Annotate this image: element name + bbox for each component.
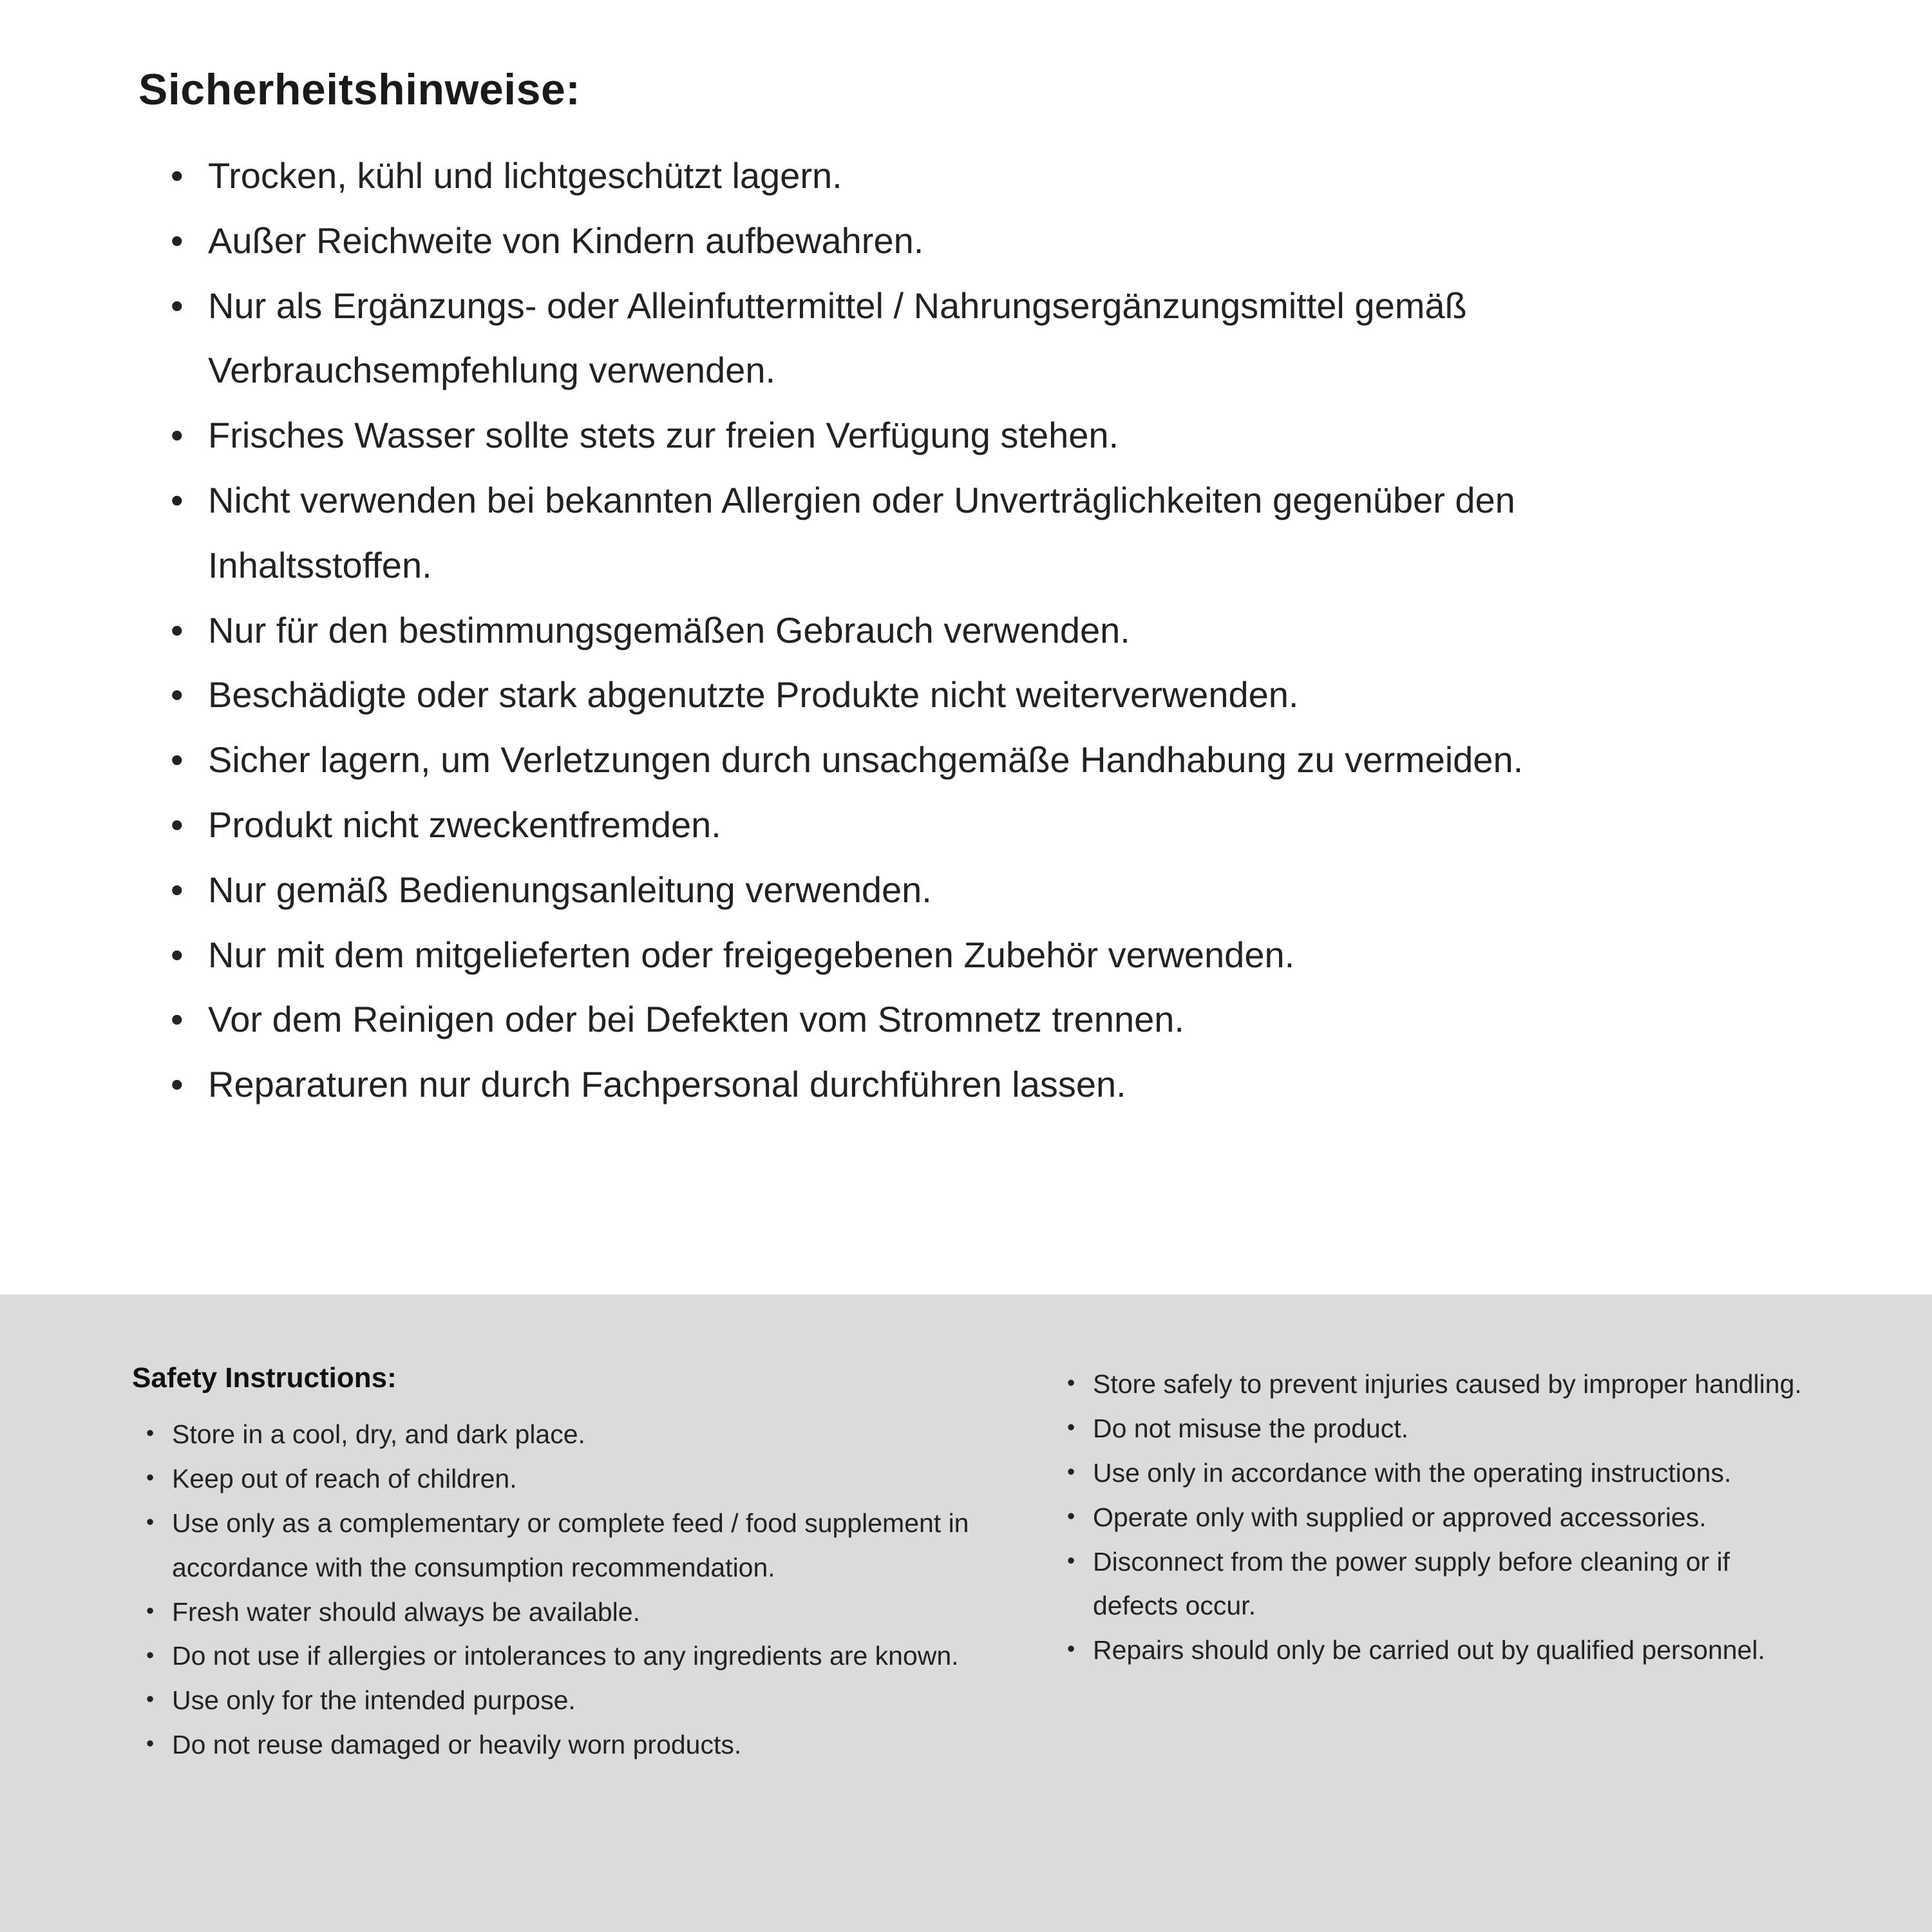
english-column-right bbox=[1053, 1362, 1810, 1672]
german-instruction-list bbox=[138, 144, 1633, 1117]
list-item: • Do not reuse damaged or heavily worn products. bbox=[146, 1723, 969, 1767]
list-item: • Frisches Wasser sollte stets zur freien Verfügung stehen. bbox=[171, 403, 1633, 468]
list-item: • Vor dem Reinigen oder bei Defekten vom Stromnetz trennen. bbox=[171, 987, 1633, 1052]
english-instruction-list-right bbox=[1053, 1362, 1810, 1672]
list-item: • Operate only with supplied or approved accessories. bbox=[1067, 1495, 1810, 1540]
german-heading: Sicherheitshinweise: bbox=[138, 65, 581, 114]
list-item: • Use only as a complementary or complete feed / food supplement in accordance with the consumption recommendation. bbox=[146, 1501, 969, 1590]
list-item: • Nur für den bestimmungsgemäßen Gebrauch verwenden. bbox=[171, 598, 1633, 663]
list-item: • Außer Reichweite von Kindern aufbewahren. bbox=[171, 209, 1633, 274]
list-item: • Store in a cool, dry, and dark place. bbox=[146, 1412, 969, 1457]
list-item: • Keep out of reach of children. bbox=[146, 1457, 969, 1501]
list-item: • Nur als Ergänzungs- oder Alleinfuttermittel / Nahrungsergänzungsmittel gemäß Verbrauchsempfehlung verwenden. bbox=[171, 274, 1633, 404]
list-item: • Reparaturen nur durch Fachpersonal durchführen lassen. bbox=[171, 1052, 1633, 1117]
list-item: • Fresh water should always be available. bbox=[146, 1590, 969, 1634]
list-item: • Do not misuse the product. bbox=[1067, 1406, 1810, 1451]
list-item: • Trocken, kühl und lichtgeschützt lagern. bbox=[171, 144, 1633, 209]
list-item: • Store safely to prevent injuries caused by improper handling. bbox=[1067, 1362, 1810, 1406]
english-instruction-list-left bbox=[132, 1412, 969, 1767]
list-item: • Nur gemäß Bedienungsanleitung verwenden. bbox=[171, 858, 1633, 923]
list-item: • Nicht verwenden bei bekannten Allergien oder Unverträglichkeiten gegenüber den Inhaltsstoffen. bbox=[171, 468, 1633, 598]
english-column-left bbox=[132, 1362, 969, 1767]
list-item: • Repairs should only be carried out by qualified personnel. bbox=[1067, 1628, 1810, 1672]
list-item: • Nur mit dem mitgelieferten oder freigegebenen Zubehör verwenden. bbox=[171, 923, 1633, 988]
list-item: • Disconnect from the power supply before cleaning or if defects occur. bbox=[1067, 1540, 1810, 1629]
list-item: • Use only in accordance with the operating instructions. bbox=[1067, 1451, 1810, 1495]
list-item: • Do not use if allergies or intolerances to any ingredients are known. bbox=[146, 1634, 969, 1678]
english-heading: Safety Instructions: bbox=[132, 1362, 397, 1394]
list-item: • Sicher lagern, um Verletzungen durch unsachgemäße Handhabung zu vermeiden. bbox=[171, 728, 1633, 793]
english-section bbox=[0, 1294, 1932, 1932]
list-item: • Produkt nicht zweckentfremden. bbox=[171, 793, 1633, 858]
list-item: • Use only for the intended purpose. bbox=[146, 1678, 969, 1723]
list-item: • Beschädigte oder stark abgenutzte Produkte nicht weiterverwenden. bbox=[171, 663, 1633, 728]
